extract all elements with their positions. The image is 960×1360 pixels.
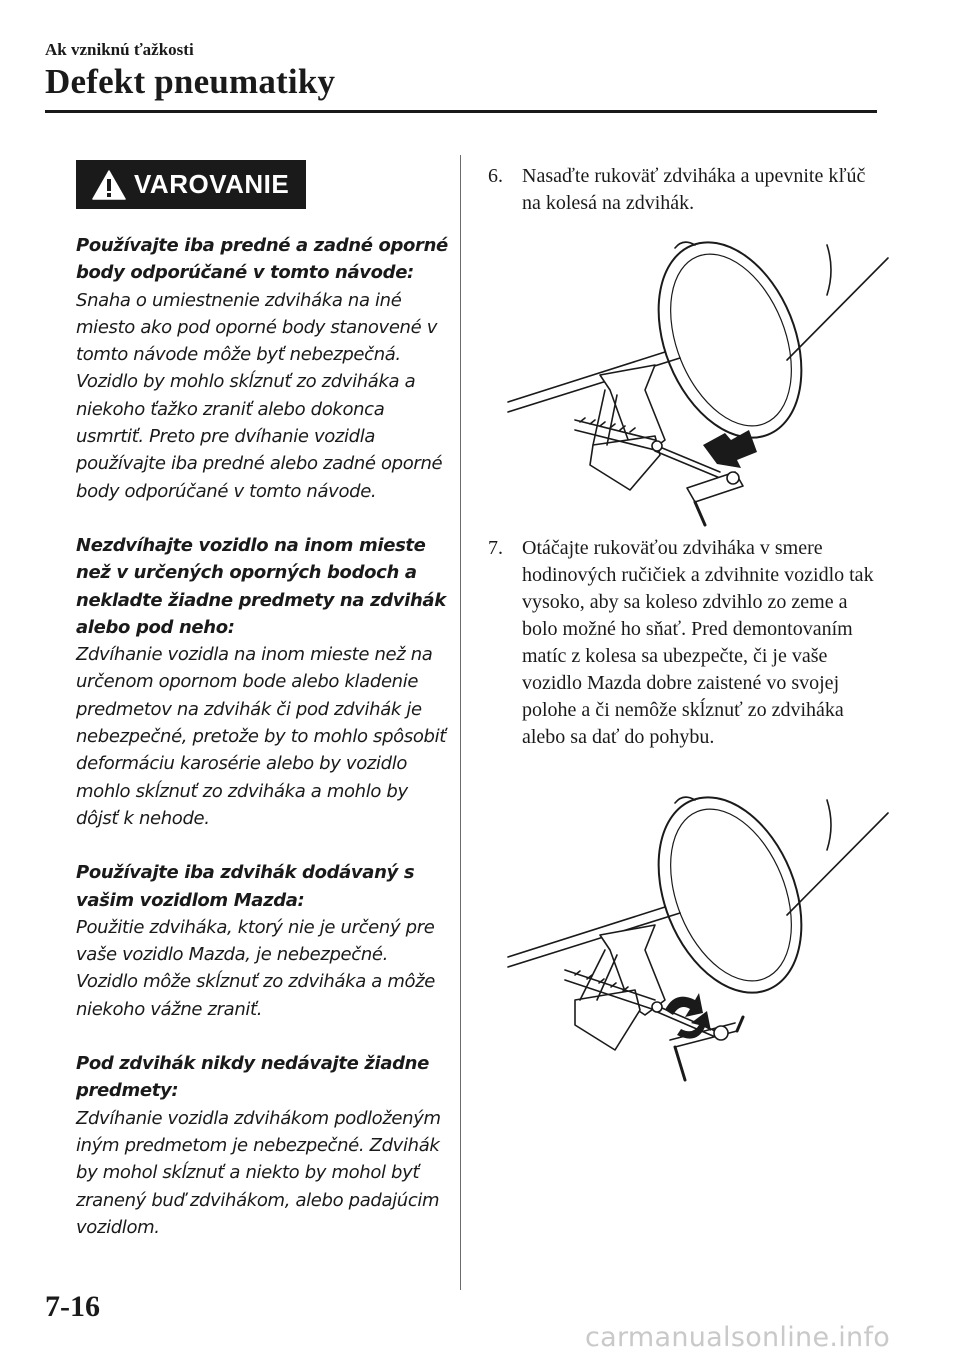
warning-triangle-icon [92,170,126,200]
watermark: carmanualsonline.info [585,1322,891,1353]
warning-block [76,859,448,1023]
step-number: 7. [488,537,503,559]
warning-body: Snaha o umiestnenie zdviháka na iné miesto ako pod oporné body stanovené v tomto návode môže byť nebezpečná. Vozidlo by mohlo skĺznuť zo zdviháka a niekoho ťažko zraniť alebo dokonca usmrtiť. Preto pre dvíhanie vozidla používajte iba predné alebo zadné oporné body odporúčané v tomto návode. [76,289,443,502]
warning-badge-label: VAROVANIE [134,169,290,199]
warning-text [76,232,448,1268]
warning-body: Zdvíhanie vozidla zdvihákom podloženým iným predmetom je nebezpečné. Zdvihák by mohol skĺznuť a niekto by mohol byť zranený buď zdvihákom, alebo padajúcim vozidlom. [76,1107,441,1238]
warning-heading: Používajte iba predné a zadné oporné body odporúčané v tomto návode: [76,235,448,284]
push-arrow-icon [703,430,757,468]
column-divider [460,155,461,1290]
warning-heading: Pod zdvihák nikdy nedávajte žiadne predmety: [76,1053,429,1102]
warning-body: Použitie zdviháka, ktorý nie je určený pre vaše vozidlo Mazda, je nebezpečné. Vozidlo môže skĺznuť zo zdviháka a môže niekoho vážne zraniť. [76,916,436,1020]
warning-heading: Nezdvíhajte vozidlo na inom mieste než v určených oporných bodoch a nekladte žiadne predmety na zdvihák alebo pod neho: [76,534,446,638]
step-number: 6. [488,165,503,187]
warning-badge [76,160,306,209]
step-text: Otáčajte rukoväťou zdviháka v smere hodinových ručičiek a zdvihnite vozidlo tak vysoko, aby sa koleso zdvihlo zo zeme a bolo možné ho sňať. Pred demontovaním matíc z kolesa sa ubezpečte, či je vaše vozidlo Mazda dobre zaistené vo svojej polohe a či nemôže skĺznuť zo zdviháka alebo sa dať do pohybu. [522,537,874,748]
step-7 [488,535,888,751]
warning-block [76,232,448,505]
warning-heading: Používajte iba zdvihák dodávaný s vašim vozidlom Mazda: [76,862,415,911]
page-title: Defekt pneumatiky [45,62,336,101]
warning-block [76,532,448,832]
step-text: Nasaďte rukoväť zdviháka a upevnite kľúč na kolesá na zdvihák. [522,165,866,214]
title-divider [45,110,877,113]
jack-illustration-step-7 [505,795,890,1085]
breadcrumb: Ak vzniknú ťažkosti [45,40,194,59]
step-6 [488,163,888,217]
warning-body: Zdvíhanie vozidla na inom mieste než na určenom opornom bode alebo kladenie predmetov na zdvihák či pod zdvihák je nebezpečné, pretože by to mohlo spôsobiť deformáciu karosérie alebo by vozidlo mohlo skĺznuť zo zdviháka a mohlo by dôjsť k nehode. [76,644,446,829]
page-number: 7-16 [45,1290,100,1323]
warning-block [76,1050,448,1241]
jack-illustration-step-6 [505,240,890,530]
